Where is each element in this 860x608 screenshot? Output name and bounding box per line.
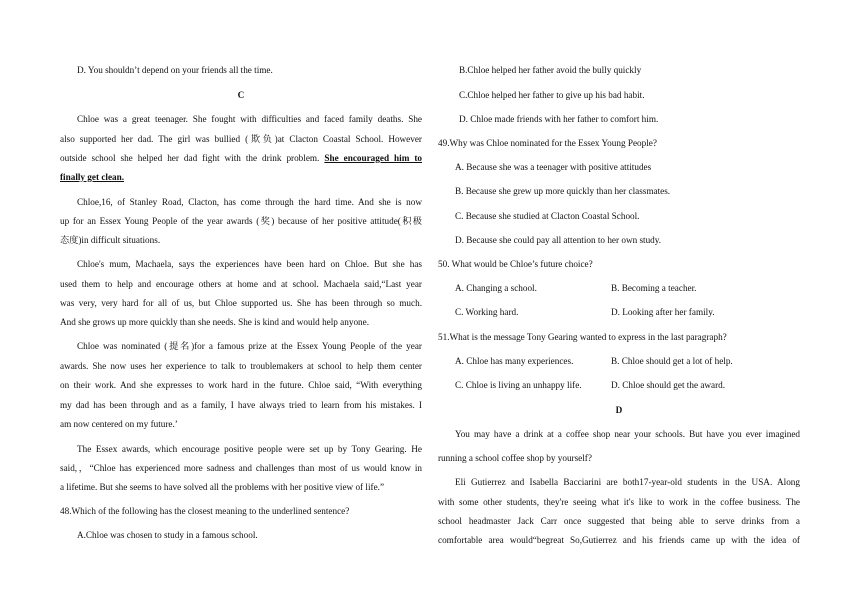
section-heading: C — [237, 90, 245, 100]
underlined-sentence: finally get clean. — [60, 172, 125, 182]
text-line: 49.Why was Chloe nominated for the Essex Young People? — [438, 138, 657, 148]
text-line: up for an Essex Young People of the year awards (奖) because of her positive attitude(积极 — [60, 216, 422, 226]
text-line: with some other students, they're seeing what it's like to work in the coffee business. The — [438, 497, 800, 507]
text-line: am now centered on my future.’ — [60, 419, 178, 429]
option-text: A. Changing a school. — [455, 283, 537, 293]
text-line: C. Because she studied at Clacton Coastal School. — [455, 211, 640, 221]
text-line: A.Chloe was chosen to study in a famous school. — [77, 530, 258, 540]
text-line: Chloe's mum, Machaela, says the experiences have been hard on Chloe. But she has — [77, 259, 422, 269]
option-text: A. Chloe has many experiences. — [455, 356, 574, 366]
text-fragment: outside school she helped her dad fight with the drink problem. — [60, 153, 325, 163]
option-text: B. Chloe should get a lot of help. — [611, 356, 733, 366]
text-line — [60, 152, 422, 164]
text-line: my dad has been through and as a family, I have always tried to learn from his mistakes. I — [60, 400, 422, 410]
underlined-sentence: She encouraged him to — [324, 153, 422, 163]
text-line: Eli Gutierrez and Isabella Bacciarini are both17-year-old students in the USA. Along — [455, 477, 800, 487]
option-text: D. Chloe should get the award. — [611, 380, 726, 390]
text-line: 50. What would be Chloe’s future choice? — [438, 259, 593, 269]
text-line: was very, very hard for all of us, but Chloe supported us. She has been through so much. — [60, 298, 422, 308]
text-line: You may have a drink at a coffee shop near your schools. But have you ever imagined — [455, 429, 800, 439]
section-heading: D — [615, 405, 623, 415]
text-line: Chloe was nominated (提名)for a famous prize at the Essex Young People of the year — [77, 341, 422, 351]
text-line: B. Because she grew up more quickly than her classmates. — [455, 186, 671, 196]
option-text: C. Chloe is living an unhappy life. — [455, 380, 582, 390]
option-row — [455, 355, 800, 367]
text-line: awards. She now uses her experience to talk to troublemakers at school to help them center — [60, 361, 422, 371]
text-line: D. Chloe made friends with her father to comfort him. — [459, 114, 659, 124]
text-line: Chloe,16, of Stanley Road, Clacton, has come through the hard time. And she is now — [77, 197, 422, 207]
text-line: D. You shouldn’t depend on your friends all the time. — [77, 65, 273, 75]
text-line: running a school coffee shop by yourself? — [438, 453, 592, 463]
text-line: school headmaster Jack Carr once suggested that being able to serve drinks from a — [438, 516, 800, 526]
text-line: on their work. And she expresses to work hard in the future. Chloe said, “With everything — [60, 380, 422, 390]
text-line: A. Because she was a teenager with positive attitudes — [455, 162, 652, 172]
option-text: B. Becoming a teacher. — [611, 283, 697, 293]
text-line: Chloe was a great teenager. She fought with difficulties and faced family deaths. She — [77, 114, 422, 124]
option-text: D. Looking after her family. — [611, 307, 715, 317]
option-row — [455, 306, 800, 318]
text-line: said,，“Chloe has experienced more sadness and challenges than most of us would know in — [60, 463, 422, 473]
text-line: B.Chloe helped her father avoid the bully quickly — [459, 65, 642, 75]
text-line: And she grows up more quickly than she needs. She is kind and would help anyone. — [60, 317, 370, 327]
text-line: a lifetime. But she seems to have solved all the problems with her positive view of life.” — [60, 482, 385, 492]
text-line: used them to help and encourage others at home and at school. Machaela said,“Last year — [60, 279, 422, 289]
option-row — [455, 379, 800, 391]
option-row — [455, 282, 800, 294]
text-line: 态度)in difficult situations. — [60, 235, 161, 245]
option-text: C. Working hard. — [455, 307, 519, 317]
text-line — [60, 171, 124, 183]
text-line: C.Chloe helped her father to give up his bad habit. — [459, 90, 645, 100]
text-line: 51.What is the message Tony Gearing wanted to express in the last paragraph? — [438, 332, 727, 342]
text-line: 48.Which of the following has the closest meaning to the underlined sentence? — [60, 506, 350, 516]
text-line: comfortable area would“begreat So,Gutierrez and his friends came up with the idea of — [438, 535, 800, 545]
text-line: D. Because she could pay all attention to her own study. — [455, 235, 662, 245]
text-line: The Essex awards, which encourage positive people were set up by Tony Gearing. He — [77, 444, 422, 454]
text-line: also supported her dad. The girl was bullied (欺负)at Clacton Coastal School. However — [60, 134, 422, 144]
